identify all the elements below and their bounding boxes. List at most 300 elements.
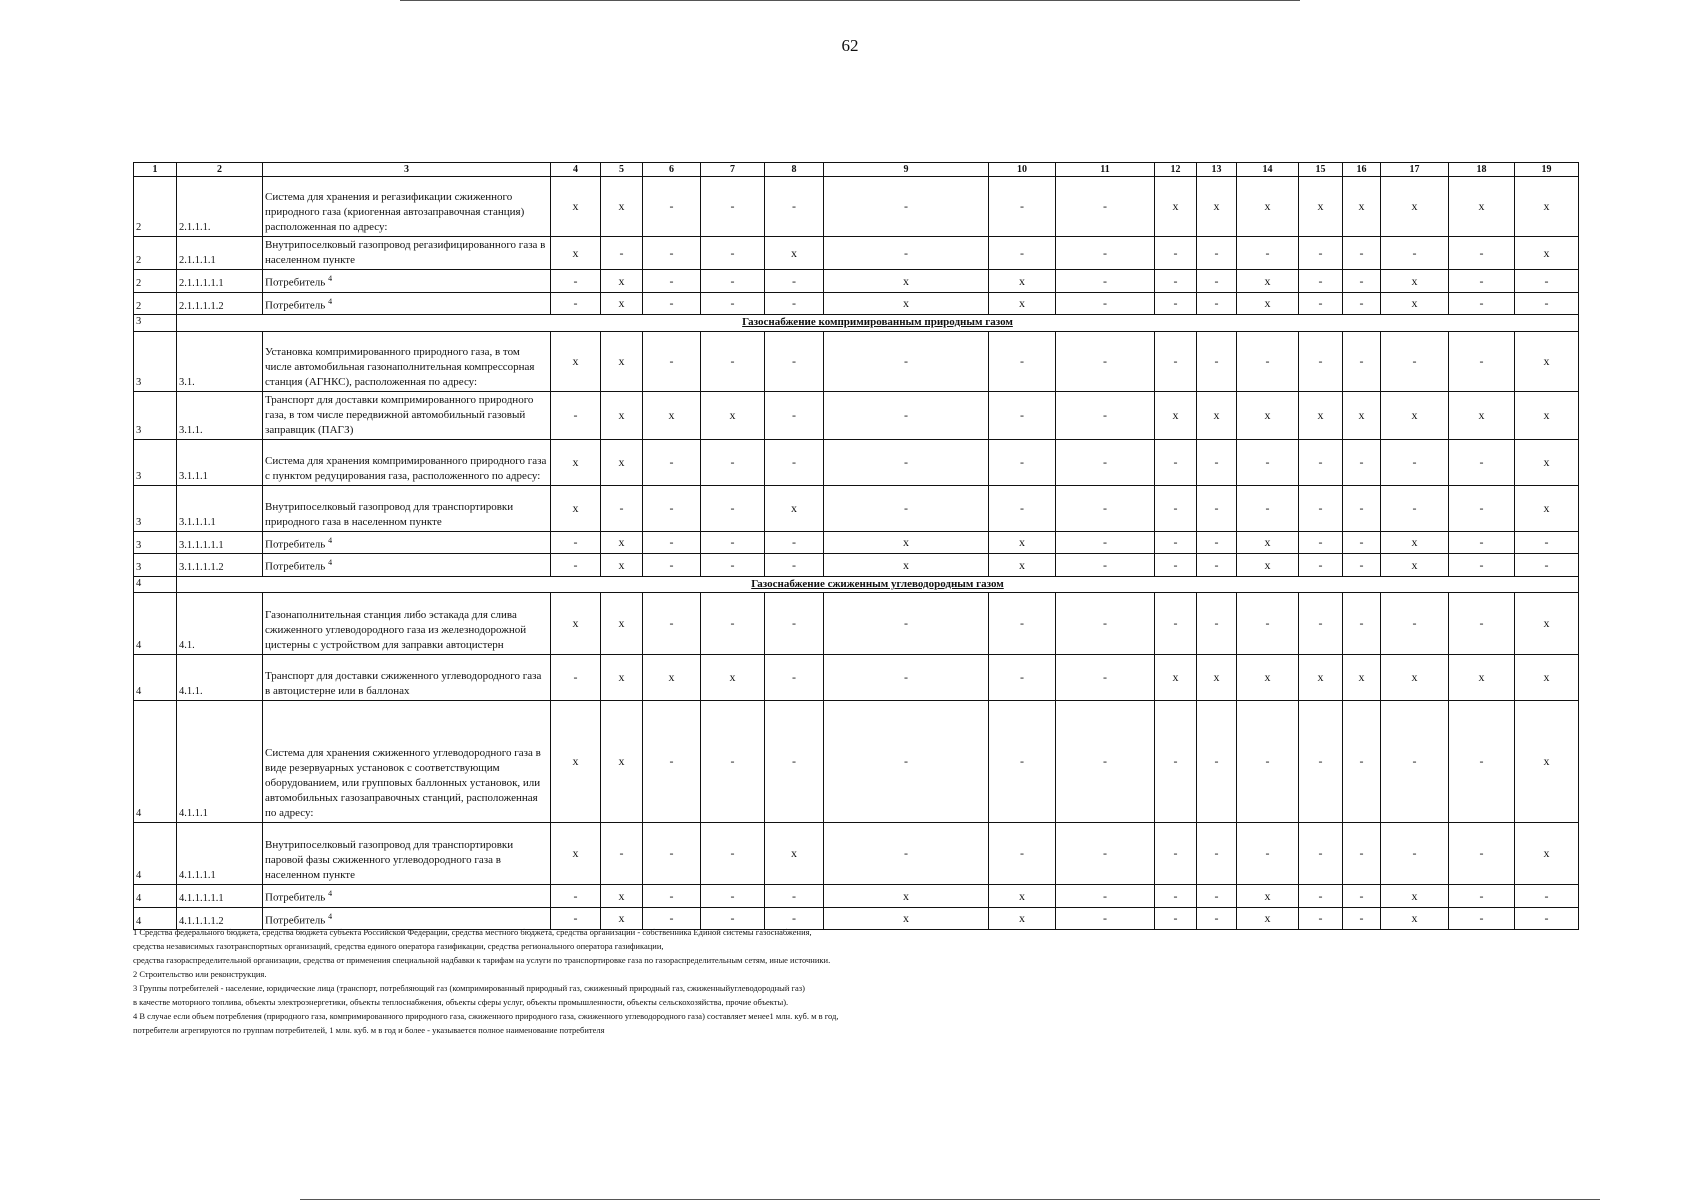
value-cell-col-19: x	[1515, 593, 1579, 655]
value-cell-col-9: x	[824, 554, 989, 577]
value-cell-col-18: -	[1449, 439, 1515, 485]
value-cell-col-14: -	[1237, 701, 1299, 823]
column-number-9: 9	[824, 163, 989, 177]
value-cell-col-14: x	[1237, 531, 1299, 554]
value-cell-col-19: x	[1515, 391, 1579, 439]
value-cell-col-12: -	[1155, 237, 1197, 270]
value-cell-col-5: -	[601, 823, 643, 885]
value-cell-col-10: x	[989, 531, 1056, 554]
section-title: Газоснабжение компримированным природным газом	[177, 315, 1579, 331]
value-cell-col-18: -	[1449, 823, 1515, 885]
group-number-cell: 4	[134, 823, 177, 885]
value-cell-col-5: x	[601, 701, 643, 823]
value-cell-col-12: x	[1155, 177, 1197, 237]
group-number-cell: 2	[134, 292, 177, 315]
group-number-cell: 2	[134, 270, 177, 293]
value-cell-col-4: -	[551, 907, 601, 930]
value-cell-col-11: -	[1056, 823, 1155, 885]
column-number-5: 5	[601, 163, 643, 177]
value-cell-col-7: -	[701, 531, 765, 554]
value-cell-col-4: x	[551, 823, 601, 885]
group-number-cell: 2	[134, 237, 177, 270]
value-cell-col-7: -	[701, 701, 765, 823]
value-cell-col-17: -	[1381, 485, 1449, 531]
item-name-cell	[263, 391, 551, 439]
value-cell-col-5: x	[601, 655, 643, 701]
item-name-text: Транспорт для доставки компримированного природного газа, в том числе передвижной автомобильный газовый заправщик (ПАГЗ)	[265, 393, 534, 436]
item-name-text: Внутрипоселковый газопровод для транспортировки паровой фазы сжиженного углеводородного газа в населенном пункте	[265, 839, 514, 881]
item-name-cell	[263, 531, 551, 554]
value-cell-col-5: x	[601, 391, 643, 439]
value-cell-col-12: -	[1155, 885, 1197, 908]
value-cell-col-12: -	[1155, 485, 1197, 531]
value-cell-col-11: -	[1056, 885, 1155, 908]
value-cell-col-6: -	[643, 885, 701, 908]
value-cell-col-16: -	[1343, 907, 1381, 930]
group-number-cell: 3	[134, 554, 177, 577]
value-cell-col-14: x	[1237, 655, 1299, 701]
value-cell-col-12: -	[1155, 907, 1197, 930]
value-cell-col-17: x	[1381, 885, 1449, 908]
value-cell-col-7: -	[701, 292, 765, 315]
value-cell-col-13: -	[1197, 331, 1237, 391]
value-cell-col-16: -	[1343, 554, 1381, 577]
value-cell-col-4: -	[551, 554, 601, 577]
group-number-cell: 4	[134, 593, 177, 655]
column-number-7: 7	[701, 163, 765, 177]
value-cell-col-6: -	[643, 439, 701, 485]
value-cell-col-8: -	[765, 177, 824, 237]
value-cell-col-4: x	[551, 485, 601, 531]
value-cell-col-12: -	[1155, 593, 1197, 655]
value-cell-col-11: -	[1056, 531, 1155, 554]
column-number-10: 10	[989, 163, 1056, 177]
footnotes	[133, 925, 1133, 1037]
value-cell-col-13: -	[1197, 237, 1237, 270]
section-row	[134, 315, 1579, 331]
value-cell-col-6: x	[643, 391, 701, 439]
value-cell-col-11: -	[1056, 655, 1155, 701]
value-cell-col-15: -	[1299, 485, 1343, 531]
value-cell-col-8: -	[765, 391, 824, 439]
value-cell-col-19: -	[1515, 292, 1579, 315]
value-cell-col-19: -	[1515, 907, 1579, 930]
value-cell-col-12: -	[1155, 331, 1197, 391]
value-cell-col-17: x	[1381, 177, 1449, 237]
value-cell-col-5: x	[601, 331, 643, 391]
value-cell-col-18: -	[1449, 554, 1515, 577]
footnote-line: 4 В случае если объем потребления (природного газа, компримированного природного газа, сжиженного природного газа, сжиженного углеводородного газа) составляет менее1 млн. куб. м в год,	[133, 1011, 839, 1021]
value-cell-col-6: -	[643, 237, 701, 270]
value-cell-col-7: -	[701, 823, 765, 885]
item-name-cell	[263, 331, 551, 391]
value-cell-col-19: x	[1515, 655, 1579, 701]
value-cell-col-13: -	[1197, 439, 1237, 485]
section-row	[134, 576, 1579, 592]
item-code-cell: 2.1.1.1.1.2	[177, 292, 263, 315]
value-cell-col-9: -	[824, 237, 989, 270]
table-row	[134, 270, 1579, 293]
value-cell-col-4: x	[551, 237, 601, 270]
value-cell-col-18: -	[1449, 531, 1515, 554]
value-cell-col-5: x	[601, 554, 643, 577]
value-cell-col-10: -	[989, 177, 1056, 237]
table-row	[134, 177, 1579, 237]
value-cell-col-9: -	[824, 331, 989, 391]
value-cell-col-19: x	[1515, 177, 1579, 237]
value-cell-col-13: x	[1197, 391, 1237, 439]
item-name-text: Система для хранения сжиженного углеводородного газа в виде резервуарных установок с соответствующим оборудованием, или групповых баллонных установок, или автомобильных газозаправочных станций, расположенная по адресу:	[265, 747, 541, 819]
value-cell-col-10: x	[989, 885, 1056, 908]
value-cell-col-16: -	[1343, 885, 1381, 908]
column-number-15: 15	[1299, 163, 1343, 177]
value-cell-col-6: -	[643, 701, 701, 823]
item-name-text: Потребитель	[265, 538, 326, 551]
value-cell-col-8: -	[765, 907, 824, 930]
item-code-cell: 3.1.	[177, 331, 263, 391]
value-cell-col-12: -	[1155, 701, 1197, 823]
value-cell-col-8: -	[765, 439, 824, 485]
value-cell-col-14: -	[1237, 823, 1299, 885]
value-cell-col-7: -	[701, 237, 765, 270]
column-number-14: 14	[1237, 163, 1299, 177]
value-cell-col-6: -	[643, 554, 701, 577]
value-cell-col-16: -	[1343, 237, 1381, 270]
item-name-cell	[263, 655, 551, 701]
value-cell-col-8: x	[765, 823, 824, 885]
column-number-17: 17	[1381, 163, 1449, 177]
item-code-cell: 2.1.1.1.1.1	[177, 270, 263, 293]
group-number-cell: 4	[134, 701, 177, 823]
item-code-cell: 2.1.1.1.1	[177, 237, 263, 270]
value-cell-col-19: x	[1515, 237, 1579, 270]
column-number-row	[134, 163, 1579, 177]
value-cell-col-19: x	[1515, 823, 1579, 885]
value-cell-col-12: -	[1155, 439, 1197, 485]
table-row	[134, 701, 1579, 823]
table-row	[134, 554, 1579, 577]
value-cell-col-9: x	[824, 885, 989, 908]
value-cell-col-15: -	[1299, 907, 1343, 930]
value-cell-col-16: -	[1343, 485, 1381, 531]
value-cell-col-7: x	[701, 391, 765, 439]
value-cell-col-14: x	[1237, 554, 1299, 577]
item-name-cell	[263, 292, 551, 315]
value-cell-col-14: x	[1237, 391, 1299, 439]
value-cell-col-19: -	[1515, 531, 1579, 554]
item-code-cell: 2.1.1.1.	[177, 177, 263, 237]
value-cell-col-14: x	[1237, 885, 1299, 908]
value-cell-col-8: x	[765, 237, 824, 270]
value-cell-col-10: -	[989, 391, 1056, 439]
footnote-ref: 4	[328, 889, 333, 898]
table-row	[134, 531, 1579, 554]
value-cell-col-10: -	[989, 485, 1056, 531]
column-number-18: 18	[1449, 163, 1515, 177]
item-name-text: Внутрипоселковый газопровод регазифицированного газа в населенном пункте	[265, 239, 546, 266]
value-cell-col-7: -	[701, 331, 765, 391]
value-cell-col-12: x	[1155, 391, 1197, 439]
item-name-cell	[263, 593, 551, 655]
table-row	[134, 593, 1579, 655]
value-cell-col-9: x	[824, 907, 989, 930]
footnote-line: 3 Группы потребителей - население, юридические лица (транспорт, потребляющий газ (компримированный природный газ, сжиженный природный газ, сжиженныйуглеводородный газ)	[133, 983, 805, 993]
value-cell-col-16: x	[1343, 177, 1381, 237]
value-cell-col-7: -	[701, 270, 765, 293]
value-cell-col-15: -	[1299, 531, 1343, 554]
value-cell-col-17: x	[1381, 907, 1449, 930]
value-cell-col-15: -	[1299, 270, 1343, 293]
value-cell-col-7: -	[701, 177, 765, 237]
value-cell-col-4: -	[551, 531, 601, 554]
value-cell-col-11: -	[1056, 485, 1155, 531]
item-name-cell	[263, 885, 551, 908]
value-cell-col-4: x	[551, 177, 601, 237]
value-cell-col-10: -	[989, 593, 1056, 655]
footnote-line: потребители агрегируются по группам потребителей, 1 млн. куб. м в год и более - указывается полное наименование потребителя	[133, 1025, 605, 1035]
column-number-2: 2	[177, 163, 263, 177]
footnote-line: средства газораспределительной организации, средства от применения специальной надбавки к тарифам на услуги по транспортировке газа по газораспределительным сетям, иные источники.	[133, 955, 831, 965]
value-cell-col-4: -	[551, 391, 601, 439]
value-cell-col-9: -	[824, 655, 989, 701]
table-row	[134, 823, 1579, 885]
value-cell-col-8: x	[765, 485, 824, 531]
column-number-6: 6	[643, 163, 701, 177]
table-row	[134, 439, 1579, 485]
value-cell-col-16: -	[1343, 531, 1381, 554]
value-cell-col-11: -	[1056, 701, 1155, 823]
footnote-ref: 4	[328, 535, 333, 545]
value-cell-col-16: x	[1343, 655, 1381, 701]
value-cell-col-11: -	[1056, 237, 1155, 270]
value-cell-col-13: -	[1197, 292, 1237, 315]
value-cell-col-18: x	[1449, 655, 1515, 701]
item-name-text: Потребитель	[265, 891, 326, 904]
table-row	[134, 391, 1579, 439]
item-name-text: Транспорт для доставки сжиженного углеводородного газа в автоцистерне или в баллонах	[265, 670, 542, 697]
value-cell-col-10: -	[989, 655, 1056, 701]
value-cell-col-15: x	[1299, 177, 1343, 237]
value-cell-col-17: -	[1381, 237, 1449, 270]
footnote-line: 2 Строительство или реконструкция.	[133, 969, 267, 979]
footnote-ref: 4	[328, 558, 333, 568]
value-cell-col-7: x	[701, 655, 765, 701]
value-cell-col-5: x	[601, 439, 643, 485]
value-cell-col-6: -	[643, 485, 701, 531]
value-cell-col-17: x	[1381, 391, 1449, 439]
value-cell-col-13: x	[1197, 177, 1237, 237]
value-cell-col-19: -	[1515, 885, 1579, 908]
value-cell-col-11: -	[1056, 391, 1155, 439]
item-code-cell: 3.1.1.1.1.1	[177, 531, 263, 554]
value-cell-col-12: -	[1155, 531, 1197, 554]
value-cell-col-15: -	[1299, 439, 1343, 485]
value-cell-col-16: -	[1343, 292, 1381, 315]
value-cell-col-12: -	[1155, 823, 1197, 885]
value-cell-col-10: -	[989, 701, 1056, 823]
section-title: Газоснабжение сжиженным углеводородным газом	[177, 576, 1579, 592]
value-cell-col-5: x	[601, 177, 643, 237]
value-cell-col-18: -	[1449, 331, 1515, 391]
table-row	[134, 485, 1579, 531]
group-number-cell: 3	[134, 439, 177, 485]
value-cell-col-12: -	[1155, 292, 1197, 315]
value-cell-col-19: -	[1515, 270, 1579, 293]
item-name-cell	[263, 485, 551, 531]
table-row	[134, 331, 1579, 391]
value-cell-col-15: -	[1299, 331, 1343, 391]
value-cell-col-11: -	[1056, 331, 1155, 391]
item-name-cell	[263, 270, 551, 293]
value-cell-col-11: -	[1056, 177, 1155, 237]
value-cell-col-7: -	[701, 907, 765, 930]
value-cell-col-9: -	[824, 439, 989, 485]
column-number-19: 19	[1515, 163, 1579, 177]
value-cell-col-11: -	[1056, 907, 1155, 930]
value-cell-col-16: -	[1343, 331, 1381, 391]
value-cell-col-10: x	[989, 554, 1056, 577]
group-number-cell: 4	[134, 655, 177, 701]
value-cell-col-17: -	[1381, 823, 1449, 885]
value-cell-col-12: x	[1155, 655, 1197, 701]
value-cell-col-9: x	[824, 531, 989, 554]
value-cell-col-13: -	[1197, 485, 1237, 531]
column-number-13: 13	[1197, 163, 1237, 177]
value-cell-col-7: -	[701, 439, 765, 485]
value-cell-col-17: -	[1381, 593, 1449, 655]
value-cell-col-7: -	[701, 885, 765, 908]
value-cell-col-6: -	[643, 593, 701, 655]
value-cell-col-13: -	[1197, 531, 1237, 554]
value-cell-col-18: -	[1449, 885, 1515, 908]
column-number-4: 4	[551, 163, 601, 177]
item-name-text: Потребитель	[265, 560, 326, 573]
value-cell-col-7: -	[701, 485, 765, 531]
value-cell-col-14: x	[1237, 270, 1299, 293]
value-cell-col-8: -	[765, 554, 824, 577]
value-cell-col-15: x	[1299, 655, 1343, 701]
value-cell-col-9: x	[824, 270, 989, 293]
value-cell-col-11: -	[1056, 270, 1155, 293]
value-cell-col-15: -	[1299, 554, 1343, 577]
value-cell-col-14: x	[1237, 292, 1299, 315]
table-row	[134, 292, 1579, 315]
item-name-cell	[263, 823, 551, 885]
group-number-cell: 4	[134, 885, 177, 908]
value-cell-col-5: -	[601, 485, 643, 531]
value-cell-col-18: x	[1449, 391, 1515, 439]
value-cell-col-17: x	[1381, 531, 1449, 554]
footnote-line: средства независимых газотранспортных организаций, средства единого оператора газификации, средства регионального оператора газификации,	[133, 941, 664, 951]
value-cell-col-9: -	[824, 177, 989, 237]
group-number-cell: 3	[134, 331, 177, 391]
value-cell-col-18: -	[1449, 701, 1515, 823]
value-cell-col-16: -	[1343, 270, 1381, 293]
value-cell-col-18: x	[1449, 177, 1515, 237]
value-cell-col-6: -	[643, 331, 701, 391]
value-cell-col-4: -	[551, 655, 601, 701]
value-cell-col-13: -	[1197, 907, 1237, 930]
value-cell-col-4: x	[551, 331, 601, 391]
value-cell-col-9: x	[824, 292, 989, 315]
value-cell-col-5: x	[601, 907, 643, 930]
value-cell-col-8: -	[765, 655, 824, 701]
value-cell-col-9: -	[824, 485, 989, 531]
value-cell-col-15: -	[1299, 701, 1343, 823]
column-number-3: 3	[263, 163, 551, 177]
value-cell-col-14: -	[1237, 439, 1299, 485]
scan-artifact-top	[400, 0, 1300, 1]
item-code-cell: 4.1.1.1	[177, 701, 263, 823]
value-cell-col-14: -	[1237, 237, 1299, 270]
value-cell-col-8: -	[765, 593, 824, 655]
value-cell-col-15: -	[1299, 885, 1343, 908]
item-name-text: Газонаполнительная станция либо эстакада для слива сжиженного углеводородного газа из железнодорожной цистерны с устройством для заправки автоцистерн	[265, 609, 527, 651]
value-cell-col-8: -	[765, 885, 824, 908]
value-cell-col-17: -	[1381, 701, 1449, 823]
value-cell-col-4: -	[551, 885, 601, 908]
value-cell-col-16: -	[1343, 823, 1381, 885]
value-cell-col-18: -	[1449, 593, 1515, 655]
value-cell-col-13: -	[1197, 823, 1237, 885]
item-name-cell	[263, 554, 551, 577]
item-code-cell: 4.1.1.1.1.1	[177, 885, 263, 908]
column-number-11: 11	[1056, 163, 1155, 177]
value-cell-col-15: x	[1299, 391, 1343, 439]
footnote-ref: 4	[328, 296, 333, 306]
group-number-cell: 3	[134, 531, 177, 554]
value-cell-col-5: x	[601, 885, 643, 908]
value-cell-col-14: -	[1237, 593, 1299, 655]
value-cell-col-5: -	[601, 237, 643, 270]
group-number-cell: 3	[134, 485, 177, 531]
value-cell-col-17: x	[1381, 292, 1449, 315]
column-number-8: 8	[765, 163, 824, 177]
value-cell-col-11: -	[1056, 292, 1155, 315]
value-cell-col-10: x	[989, 292, 1056, 315]
footnote-line: в качестве моторного топлива, объекты электроэнергетики, объекты теплоснабжения, объекты сферы услуг, объекты промышленности, объекты сельскохозяйства, прочие объекты).	[133, 997, 789, 1007]
page-number: 62	[841, 36, 859, 55]
value-cell-col-18: -	[1449, 485, 1515, 531]
value-cell-col-14: -	[1237, 331, 1299, 391]
value-cell-col-16: -	[1343, 593, 1381, 655]
item-code-cell: 4.1.1.1.1.2	[177, 907, 263, 930]
group-number-cell: 2	[134, 177, 177, 237]
table-row	[134, 237, 1579, 270]
group-number-cell: 3	[134, 391, 177, 439]
value-cell-col-17: -	[1381, 439, 1449, 485]
value-cell-col-12: -	[1155, 554, 1197, 577]
value-cell-col-8: -	[765, 292, 824, 315]
value-cell-col-8: -	[765, 270, 824, 293]
value-cell-col-10: x	[989, 270, 1056, 293]
value-cell-col-18: -	[1449, 270, 1515, 293]
value-cell-col-17: x	[1381, 270, 1449, 293]
item-name-text: Потребитель	[265, 299, 326, 312]
value-cell-col-15: -	[1299, 292, 1343, 315]
item-code-cell: 3.1.1.	[177, 391, 263, 439]
item-name-text: Система для хранения и регазификации сжиженного природного газа (криогенная автозаправочная станция) расположенная по адресу:	[265, 191, 525, 233]
value-cell-col-11: -	[1056, 554, 1155, 577]
footnote-line: 1 Средства федерального бюджета, средства бюджета субъекта Российской Федерации, средства местного бюджета, средства организации - собственника Единой системы газоснабжения,	[133, 927, 812, 937]
gas-supply-table	[133, 162, 1579, 930]
value-cell-col-15: -	[1299, 823, 1343, 885]
value-cell-col-19: -	[1515, 554, 1579, 577]
column-number-16: 16	[1343, 163, 1381, 177]
value-cell-col-6: -	[643, 270, 701, 293]
value-cell-col-4: x	[551, 701, 601, 823]
value-cell-col-6: -	[643, 907, 701, 930]
